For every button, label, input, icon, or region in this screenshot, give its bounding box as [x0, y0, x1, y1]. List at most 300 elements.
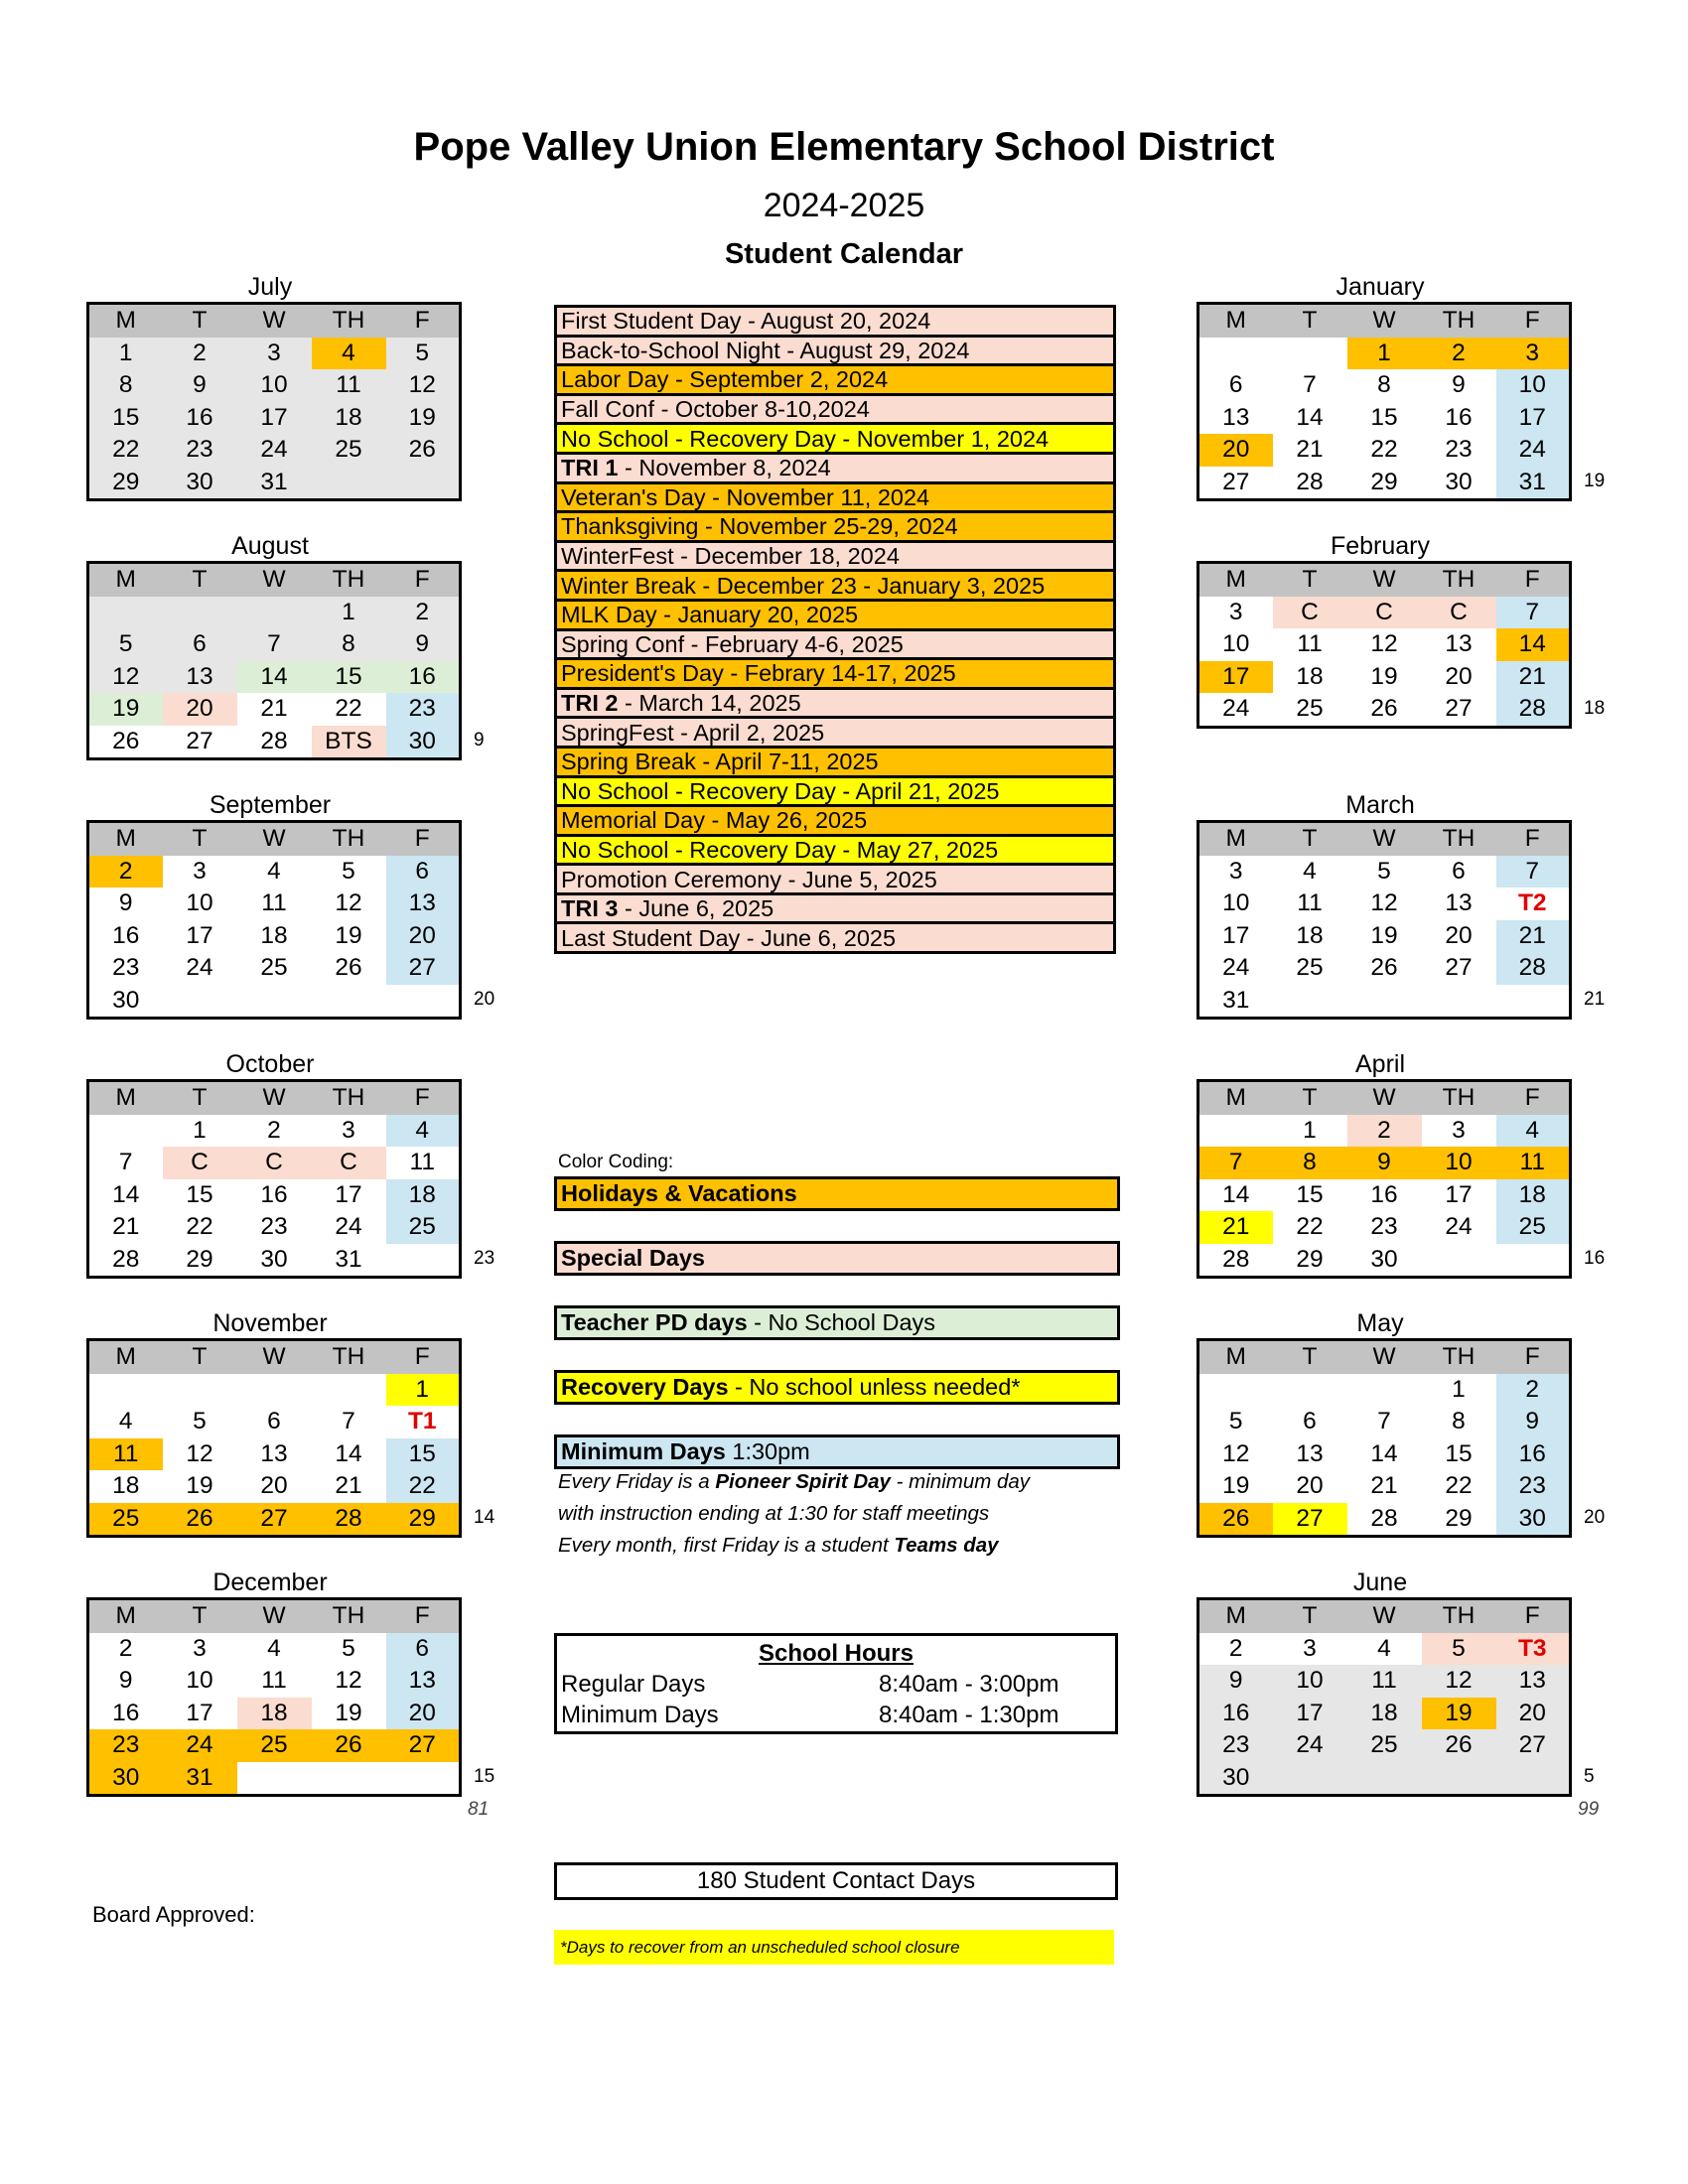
month-grid — [1196, 1597, 1572, 1797]
day-cell: 24 — [1222, 954, 1250, 981]
day-header: F — [386, 563, 461, 597]
day-cell: 4 — [267, 1634, 281, 1662]
day-cell: 23 — [1370, 1213, 1398, 1240]
day-cell: 14 — [1496, 628, 1571, 661]
week-row — [1198, 628, 1571, 661]
day-header: TH — [1422, 304, 1496, 338]
day-cell — [1347, 1762, 1422, 1796]
day-cell: 23 — [386, 693, 461, 726]
day-cell: 7 — [1377, 1408, 1391, 1434]
school-year: 2024-2025 — [763, 187, 925, 224]
week-row — [1198, 1665, 1571, 1698]
week-row — [88, 1503, 461, 1537]
day-cell: 4 — [386, 1115, 461, 1148]
day-header: TH — [312, 1081, 386, 1115]
day-cell: 27 — [1445, 954, 1473, 981]
day-cell: 27 — [1445, 695, 1473, 722]
month-name: March — [1345, 791, 1415, 819]
day-cell: 23 — [88, 1729, 163, 1762]
day-cell: 21 — [1496, 661, 1571, 694]
day-cell: 15 — [88, 402, 163, 435]
week-row — [88, 1244, 461, 1278]
day-cell: 1 — [386, 1374, 461, 1407]
day-cell: 17 — [1496, 402, 1571, 435]
event-item — [556, 893, 1115, 923]
day-cell: 25 — [1296, 954, 1324, 981]
week-row — [1198, 985, 1571, 1019]
event-text: MLK Day - January 20, 2025 — [561, 602, 859, 628]
day-header: W — [1347, 1599, 1422, 1633]
day-cell: 27 — [386, 952, 461, 985]
day-cell: 12 — [335, 889, 362, 916]
day-cell: 23 — [163, 434, 237, 467]
week-row — [1198, 1406, 1571, 1438]
day-header: F — [1496, 304, 1571, 338]
week-row — [88, 985, 461, 1019]
day-cell: 19 — [335, 921, 362, 949]
day-cell: 16 — [1445, 403, 1473, 431]
semester-total: 81 — [468, 1799, 490, 1820]
day-cell: 18 — [1496, 1179, 1571, 1212]
week-row — [88, 1179, 461, 1212]
week-row — [88, 1470, 461, 1503]
event-item — [556, 718, 1115, 748]
day-header: T — [163, 1081, 237, 1115]
day-cell: 4 — [1377, 1634, 1391, 1662]
day-header: TH — [1422, 822, 1496, 856]
month-school-days: 20 — [1584, 1507, 1606, 1528]
day-cell: 3 — [1496, 338, 1571, 370]
day-cell: 25 — [260, 954, 288, 981]
day-cell: 30 — [1496, 1503, 1571, 1537]
day-cell: 3 — [193, 857, 207, 885]
event-item — [556, 688, 1115, 718]
day-cell: BTS — [312, 726, 386, 759]
month-school-days: 18 — [1584, 697, 1606, 719]
month-name: September — [209, 791, 332, 819]
day-cell: 14 — [237, 661, 312, 694]
day-cell: 25 — [1296, 695, 1324, 722]
day-cell: 14 — [1222, 1180, 1250, 1208]
day-cell: 1 — [1303, 1116, 1317, 1144]
day-cell: 12 — [1222, 1439, 1250, 1467]
day-header: F — [386, 304, 461, 338]
week-row — [88, 1665, 461, 1698]
day-cell — [88, 597, 163, 629]
month-nov — [86, 1308, 462, 1538]
event-text: Spring Conf - February 4-6, 2025 — [561, 630, 904, 657]
month-grid — [1196, 302, 1572, 501]
day-cell: 13 — [1496, 1665, 1571, 1698]
week-row — [88, 597, 461, 629]
day-cell: 7 — [1496, 597, 1571, 629]
day-cell — [312, 467, 386, 500]
day-cell: 21 — [335, 1472, 362, 1499]
day-cell: 24 — [1273, 1729, 1347, 1762]
day-cell: 17 — [1222, 921, 1250, 949]
day-cell: 29 — [1296, 1245, 1324, 1273]
week-row — [88, 402, 461, 435]
day-cell: 11 — [1297, 889, 1323, 916]
month-dec — [86, 1568, 462, 1797]
day-header: W — [1347, 563, 1422, 597]
day-cell: 15 — [1370, 403, 1398, 431]
week-row — [1198, 1503, 1571, 1537]
day-header: T — [163, 822, 237, 856]
day-cell: 28 — [1222, 1245, 1250, 1273]
week-row — [88, 1633, 461, 1666]
day-cell — [1273, 1762, 1347, 1796]
day-header: W — [237, 563, 312, 597]
day-cell: 7 — [342, 1408, 355, 1434]
day-cell: 30 — [1370, 1245, 1398, 1273]
day-cell — [163, 597, 237, 629]
week-row — [1198, 693, 1571, 727]
day-cell: 30 — [88, 1762, 163, 1796]
regular-days-hours: 8:40am - 3:00pm — [879, 1671, 1059, 1698]
day-cell: 12 — [88, 661, 163, 694]
day-cell: 27 — [386, 1729, 461, 1762]
day-cell: 6 — [1228, 371, 1243, 398]
day-cell — [237, 1762, 312, 1796]
day-cell: 10 — [237, 369, 312, 402]
month-name: June — [1352, 1569, 1408, 1596]
day-header: T — [1273, 563, 1347, 597]
day-cell: 3 — [1452, 1116, 1466, 1144]
week-row — [1198, 856, 1571, 888]
event-text: Winter Break - December 23 - January 3, 2025 — [561, 572, 1046, 599]
day-cell — [386, 985, 461, 1019]
day-cell: 22 — [1445, 1472, 1473, 1499]
day-cell: 4 — [1303, 857, 1317, 885]
month-grid — [86, 820, 462, 1020]
day-cell: 2 — [1228, 1634, 1243, 1662]
legend-teacher-pd: Teacher PD days - No School Days — [554, 1305, 1120, 1340]
day-cell: 6 — [386, 856, 461, 888]
district-title: Pope Valley Union Elementary School District — [413, 125, 1275, 169]
day-cell: 13 — [163, 661, 237, 694]
month-name: January — [1336, 273, 1425, 301]
day-cell: 30 — [163, 467, 237, 500]
day-cell: 30 — [260, 1245, 288, 1273]
day-cell: 3 — [1228, 857, 1243, 885]
month-grid — [1196, 1079, 1572, 1279]
month-school-days: 5 — [1584, 1766, 1595, 1787]
week-row — [88, 887, 461, 920]
day-header: F — [1496, 563, 1571, 597]
day-cell: 15 — [386, 1438, 461, 1471]
day-cell: 20 — [163, 693, 237, 726]
day-cell: 7 — [1303, 371, 1317, 398]
week-row — [88, 1211, 461, 1244]
day-cell: 30 — [386, 726, 461, 759]
month-feb — [1196, 531, 1572, 729]
month-grid — [86, 1079, 462, 1279]
day-cell: 15 — [186, 1180, 213, 1208]
day-cell: 14 — [112, 1180, 140, 1208]
day-cell: 6 — [163, 628, 237, 661]
week-row — [88, 467, 461, 500]
day-cell: 25 — [1347, 1729, 1422, 1762]
day-cell: 25 — [312, 434, 386, 467]
day-header: W — [237, 304, 312, 338]
legend-special-days: Special Days — [554, 1241, 1120, 1276]
day-cell — [1347, 1374, 1422, 1407]
day-cell: 26 — [163, 1503, 237, 1537]
day-header: M — [1198, 1081, 1273, 1115]
day-cell: 18 — [312, 402, 386, 435]
event-row — [556, 541, 1115, 571]
event-text: Thanksgiving - November 25-29, 2024 — [561, 513, 958, 540]
day-cell: 10 — [186, 889, 213, 916]
month-grid — [86, 1338, 462, 1538]
day-cell: 13 — [386, 1665, 461, 1698]
day-cell: 23 — [112, 954, 140, 981]
event-item — [556, 482, 1115, 512]
day-cell: 21 — [1496, 920, 1571, 953]
day-cell: 22 — [1370, 436, 1398, 463]
day-header: T — [163, 1599, 237, 1633]
day-cell: 20 — [260, 1472, 288, 1499]
event-text: - June 6, 2025 — [618, 895, 774, 922]
day-cell: 28 — [1496, 693, 1571, 727]
contact-days-total: 180 Student Contact Days — [554, 1862, 1118, 1900]
day-cell: 19 — [1222, 1472, 1250, 1499]
event-item — [556, 541, 1115, 571]
teams-day-note: Every month, first Friday is a student Teams day — [558, 1534, 999, 1557]
day-cell: 11 — [261, 889, 287, 916]
school-hours-title: School Hours — [758, 1640, 914, 1667]
event-item — [556, 394, 1115, 424]
day-header: M — [88, 1599, 163, 1633]
day-cell: 5 — [88, 628, 163, 661]
day-header: M — [88, 563, 163, 597]
week-row — [1198, 597, 1571, 629]
week-row — [88, 693, 461, 726]
day-header: M — [1198, 304, 1273, 338]
day-cell — [163, 985, 237, 1019]
day-cell: 17 — [186, 921, 213, 949]
week-row — [88, 1762, 461, 1796]
day-header: M — [88, 304, 163, 338]
day-cell — [1198, 1115, 1273, 1148]
day-cell: 25 — [386, 1211, 461, 1244]
event-row — [556, 688, 1115, 718]
legend-holidays: Holidays & Vacations — [554, 1176, 1120, 1211]
event-row — [556, 865, 1115, 894]
day-header: W — [237, 1081, 312, 1115]
day-cell: 8 — [1273, 1147, 1347, 1179]
day-header: TH — [312, 304, 386, 338]
day-cell: 11 — [1297, 630, 1323, 657]
day-cell: 16 — [260, 1180, 288, 1208]
week-row — [1198, 887, 1571, 920]
event-row — [556, 835, 1115, 865]
day-cell: 13 — [1445, 630, 1473, 657]
day-cell: 2 — [163, 338, 237, 370]
day-header: TH — [312, 1599, 386, 1633]
day-cell — [1347, 985, 1422, 1019]
day-cell — [1273, 338, 1347, 370]
day-cell: 27 — [1496, 1729, 1571, 1762]
day-cell — [1496, 1244, 1571, 1278]
day-header: W — [237, 822, 312, 856]
day-cell: 29 — [1445, 1504, 1473, 1532]
day-cell: 27 — [186, 727, 213, 754]
day-cell: 4 — [312, 338, 386, 370]
day-cell: 26 — [1370, 695, 1398, 722]
month-school-days: 19 — [1584, 471, 1606, 491]
day-cell: 17 — [1198, 661, 1273, 694]
day-cell: 21 — [1370, 1472, 1398, 1499]
day-cell: 19 — [88, 693, 163, 726]
day-cell: 19 — [1370, 921, 1398, 949]
day-cell: 12 — [1370, 630, 1398, 657]
day-cell: 16 — [112, 1699, 140, 1726]
day-cell: 27 — [1273, 1503, 1347, 1537]
day-header: T — [1273, 1340, 1347, 1374]
day-cell: 16 — [1198, 1698, 1273, 1730]
day-cell: 26 — [386, 434, 461, 467]
day-cell: 11 — [261, 1667, 287, 1694]
event-text: No School - Recovery Day - May 27, 2025 — [561, 836, 999, 863]
event-row — [556, 893, 1115, 923]
day-cell: 4 — [1496, 1115, 1571, 1148]
day-cell: 1 — [1452, 1375, 1466, 1403]
week-row — [88, 1147, 461, 1179]
week-row — [88, 952, 461, 985]
day-cell: 16 — [386, 661, 461, 694]
day-header: F — [1496, 822, 1571, 856]
month-grid — [86, 302, 462, 501]
day-cell: 25 — [237, 1729, 312, 1762]
day-header: F — [1496, 1340, 1571, 1374]
month-aug — [86, 531, 462, 760]
day-cell: 9 — [1496, 1406, 1571, 1438]
month-jun — [1196, 1568, 1572, 1797]
event-text: Promotion Ceremony - June 5, 2025 — [561, 866, 937, 892]
staff-meeting-note: with instruction ending at 1:30 for staff meetings — [558, 1502, 990, 1525]
day-cell — [1273, 985, 1347, 1019]
day-header: M — [88, 822, 163, 856]
month-school-days: 15 — [474, 1766, 495, 1787]
day-cell: 29 — [186, 1245, 213, 1273]
day-cell: 18 — [386, 1179, 461, 1212]
day-cell: 29 — [88, 467, 163, 500]
day-cell: 6 — [386, 1633, 461, 1666]
week-row — [1198, 434, 1571, 467]
event-text: Veteran's Day - November 11, 2024 — [561, 483, 930, 510]
day-header: TH — [1422, 1599, 1496, 1633]
day-cell — [312, 1374, 386, 1407]
week-row — [88, 661, 461, 694]
day-cell — [1273, 1374, 1347, 1407]
event-text: - November 8, 2024 — [618, 455, 831, 481]
day-cell: 4 — [118, 1408, 133, 1434]
event-item — [556, 512, 1115, 542]
day-header: TH — [1422, 563, 1496, 597]
day-cell — [1422, 1762, 1496, 1796]
week-row — [88, 434, 461, 467]
day-cell: 17 — [1273, 1698, 1347, 1730]
day-header: T — [1273, 304, 1347, 338]
day-cell: 15 — [1445, 1439, 1473, 1467]
day-cell: 5 — [193, 1408, 207, 1434]
day-cell: 27 — [1222, 468, 1250, 495]
day-header: T — [163, 1340, 237, 1374]
school-hours-box — [554, 1633, 1118, 1734]
day-cell: 9 — [118, 1667, 133, 1694]
event-item — [556, 776, 1115, 806]
week-row — [1198, 1762, 1571, 1796]
week-row — [88, 726, 461, 759]
day-cell: 3 — [237, 338, 312, 370]
day-cell: 18 — [260, 921, 288, 949]
day-header: F — [386, 1081, 461, 1115]
event-text: WinterFest - December 18, 2024 — [561, 543, 900, 570]
week-row — [1198, 402, 1571, 435]
day-cell: 1 — [1347, 338, 1422, 370]
week-row — [1198, 1244, 1571, 1278]
day-cell — [1422, 985, 1496, 1019]
week-row — [88, 1438, 461, 1471]
event-row — [556, 629, 1115, 659]
event-row — [556, 776, 1115, 806]
day-cell: 19 — [335, 1699, 362, 1726]
day-header: TH — [312, 1340, 386, 1374]
day-header: TH — [1422, 1081, 1496, 1115]
month-name: April — [1354, 1050, 1405, 1078]
day-cell: 13 — [386, 887, 461, 920]
day-cell: C — [312, 1147, 386, 1179]
month-oct — [86, 1049, 462, 1279]
month-grid — [1196, 1338, 1572, 1538]
event-row — [556, 482, 1115, 512]
day-header: M — [1198, 563, 1273, 597]
week-row — [88, 628, 461, 661]
day-cell: 24 — [1496, 434, 1571, 467]
day-cell — [386, 467, 461, 500]
day-cell: 27 — [237, 1503, 312, 1537]
event-text: First Student Day - August 20, 2024 — [561, 308, 931, 335]
week-row — [1198, 1115, 1571, 1148]
week-row — [1198, 1729, 1571, 1762]
day-cell: 2 — [1347, 1115, 1422, 1148]
month-name: August — [231, 532, 309, 560]
day-cell — [1496, 985, 1571, 1019]
day-cell: 18 — [1296, 921, 1324, 949]
day-header: TH — [1422, 1340, 1496, 1374]
event-row — [556, 512, 1115, 542]
week-row — [1198, 1698, 1571, 1730]
month-school-days: 14 — [474, 1507, 495, 1528]
day-cell: 29 — [1370, 468, 1398, 495]
day-header: W — [237, 1599, 312, 1633]
day-cell: 26 — [335, 954, 362, 981]
day-cell: 30 — [112, 986, 140, 1014]
event-row — [556, 365, 1115, 395]
regular-days-label: Regular Days — [561, 1671, 706, 1698]
day-cell: 5 — [342, 1634, 355, 1662]
week-row — [88, 1729, 461, 1762]
day-cell — [312, 985, 386, 1019]
day-cell: 19 — [1422, 1698, 1496, 1730]
event-row — [556, 659, 1115, 689]
week-row — [88, 920, 461, 953]
day-cell: 14 — [1296, 403, 1324, 431]
day-header: F — [386, 1599, 461, 1633]
day-cell: 12 — [186, 1439, 213, 1467]
